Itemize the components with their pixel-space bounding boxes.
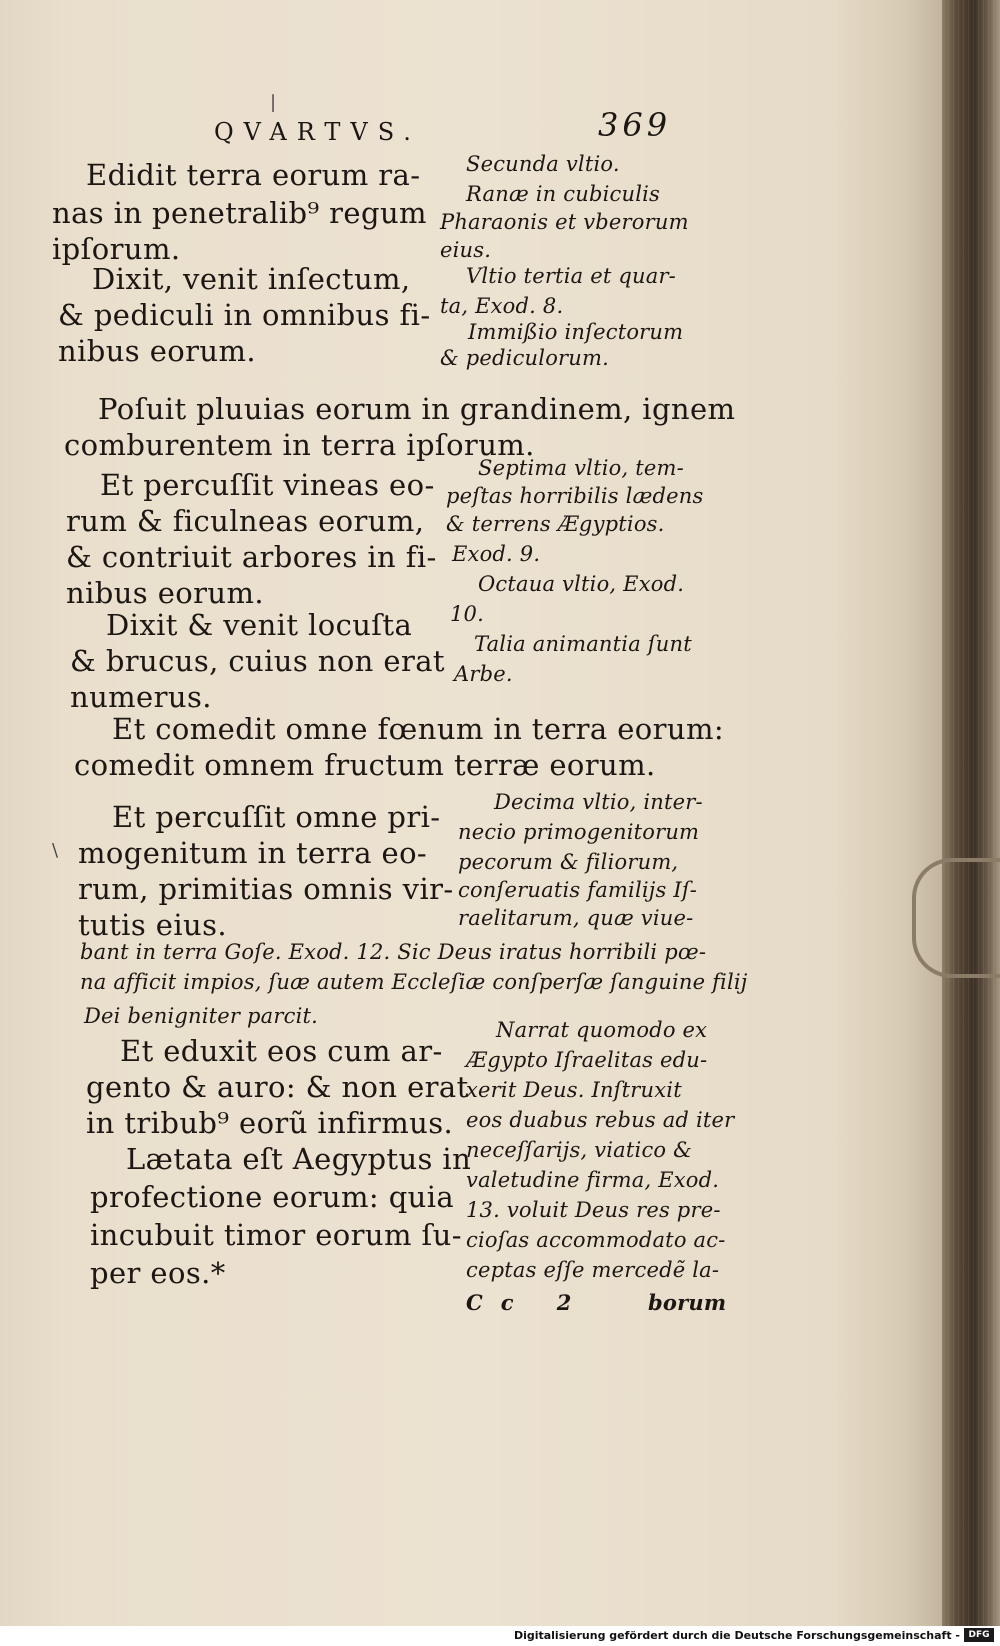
book-edge-texture: [948, 0, 994, 1626]
main-text-line: gento & auro: & non erat: [86, 1070, 469, 1104]
main-text-line: tutis eius.: [78, 908, 227, 942]
margin-note-line: Pharaonis et vberorum: [440, 210, 689, 234]
main-text-line: Dixit, venit inſectum,: [92, 262, 411, 296]
running-title: QVARTVS.: [214, 118, 421, 146]
margin-note-line: Secunda vltio.: [466, 152, 620, 176]
main-text-line: comburentem in terra ipſorum.: [64, 428, 535, 462]
book-clasp: [912, 858, 1000, 978]
main-text-line: nibus eorum.: [58, 334, 256, 368]
dfg-logo: DFG: [964, 1628, 994, 1642]
main-text-line: profectione eorum: quia: [90, 1180, 455, 1214]
main-text-line: rum & ficulneas eorum,: [66, 504, 425, 538]
margin-note-line: Arbe.: [454, 662, 513, 686]
main-text-line: comedit omnem fructum terræ eorum.: [74, 748, 656, 782]
margin-note-line: necio primogenitorum: [458, 820, 700, 844]
margin-note-line: na afficit impios, ſuæ autem Eccleſiæ conſperſæ ſanguine filij: [80, 970, 748, 994]
main-text-line: rum, primitias omnis vir-: [78, 872, 454, 906]
signature-mark: Cc 2: [466, 1290, 590, 1315]
margin-note-line: cioſas accommodato ac-: [466, 1228, 726, 1252]
margin-note-line: pecorum & filiorum,: [458, 850, 679, 874]
main-text-line: per eos.*: [90, 1256, 226, 1290]
main-text-line: & contriuit arbores in fi-: [66, 540, 437, 574]
digitization-footer: [0, 1626, 1000, 1646]
margin-note-line: Octaua vltio, Exod.: [478, 572, 685, 596]
stray-mark: \: [52, 840, 59, 861]
main-text-line: Et percuſſit omne pri-: [112, 800, 441, 834]
main-text-line: Et percuſſit vineas eo-: [100, 468, 435, 502]
margin-note-line: Talia animantia ſunt: [474, 632, 692, 656]
margin-note-line: & terrens Ægyptios.: [446, 512, 665, 536]
stray-mark: |: [270, 92, 277, 113]
page-number: 369: [598, 106, 672, 144]
main-text-line: ipſorum.: [52, 232, 181, 266]
margin-note-line: Vltio tertia et quar-: [466, 264, 676, 288]
margin-note-line: Immißio inſectorum: [468, 320, 684, 344]
margin-note-line: Septima vltio, tem-: [478, 456, 684, 480]
main-text-line: in tribub⁹ eorũ infirmus.: [86, 1106, 454, 1140]
main-text-line: Et eduxit eos cum ar-: [120, 1034, 443, 1068]
main-text-line: Edidit terra eorum ra-: [86, 158, 421, 192]
main-text-line: numerus.: [70, 680, 212, 714]
main-text-line: Dixit & venit locuſta: [106, 608, 413, 642]
margin-note-line: Ranæ in cubiculis: [466, 182, 661, 206]
margin-note-line: Decima vltio, inter-: [494, 790, 703, 814]
margin-note-line: bant in terra Goſe. Exod. 12. Sic Deus iratus horribili pœ-: [80, 940, 707, 964]
main-text-line: & pediculi in omnibus fi-: [58, 298, 431, 332]
margin-note-line: & pediculorum.: [440, 346, 609, 370]
margin-note-line: 10.: [450, 602, 484, 626]
main-text-line: mogenitum in terra eo-: [78, 836, 428, 870]
margin-note-line: conſeruatis familijs Iſ-: [458, 878, 698, 902]
main-text-line: & brucus, cuius non erat: [70, 644, 445, 678]
margin-note-line: valetudine firma, Exod.: [466, 1168, 720, 1192]
margin-note-line: Ægypto Iſraelitas edu-: [466, 1048, 708, 1072]
margin-note-line: raelitarum, quæ viue-: [458, 906, 694, 930]
digitization-note: Digitalisierung gefördert durch die Deutsche Forschungsgemeinschaft -: [513, 1629, 960, 1642]
margin-note-line: ta, Exod. 8.: [440, 294, 564, 318]
margin-note-line: xerit Deus. Inſtruxit: [466, 1078, 682, 1102]
main-text-line: incubuit timor eorum ſu-: [90, 1218, 462, 1252]
main-text-line: Poſuit pluuias eorum in grandinem, ignem: [98, 392, 736, 426]
main-text-line: Et comedit omne fœnum in terra eorum:: [112, 712, 725, 746]
margin-note-line: peſtas horribilis lædens: [446, 484, 704, 508]
main-text-line: Lætata eſt Aegyptus in: [126, 1142, 472, 1176]
margin-note-line: eos duabus rebus ad iter: [466, 1108, 735, 1132]
margin-note-line: neceſſarijs, viatico &: [466, 1138, 693, 1162]
margin-note-line: 13. voluit Deus res pre-: [466, 1198, 721, 1222]
margin-note-line: Narrat quomodo ex: [496, 1018, 708, 1042]
margin-note-line: eius.: [440, 238, 492, 262]
catchword: borum: [648, 1290, 727, 1315]
main-text-line: nas in penetralib⁹ regum: [52, 196, 427, 230]
margin-note-line: Dei benigniter parcit.: [84, 1004, 319, 1028]
margin-note-line: Exod. 9.: [452, 542, 541, 566]
main-text-line: nibus eorum.: [66, 576, 264, 610]
margin-note-line: ceptas eſſe mercedẽ la-: [466, 1258, 720, 1282]
